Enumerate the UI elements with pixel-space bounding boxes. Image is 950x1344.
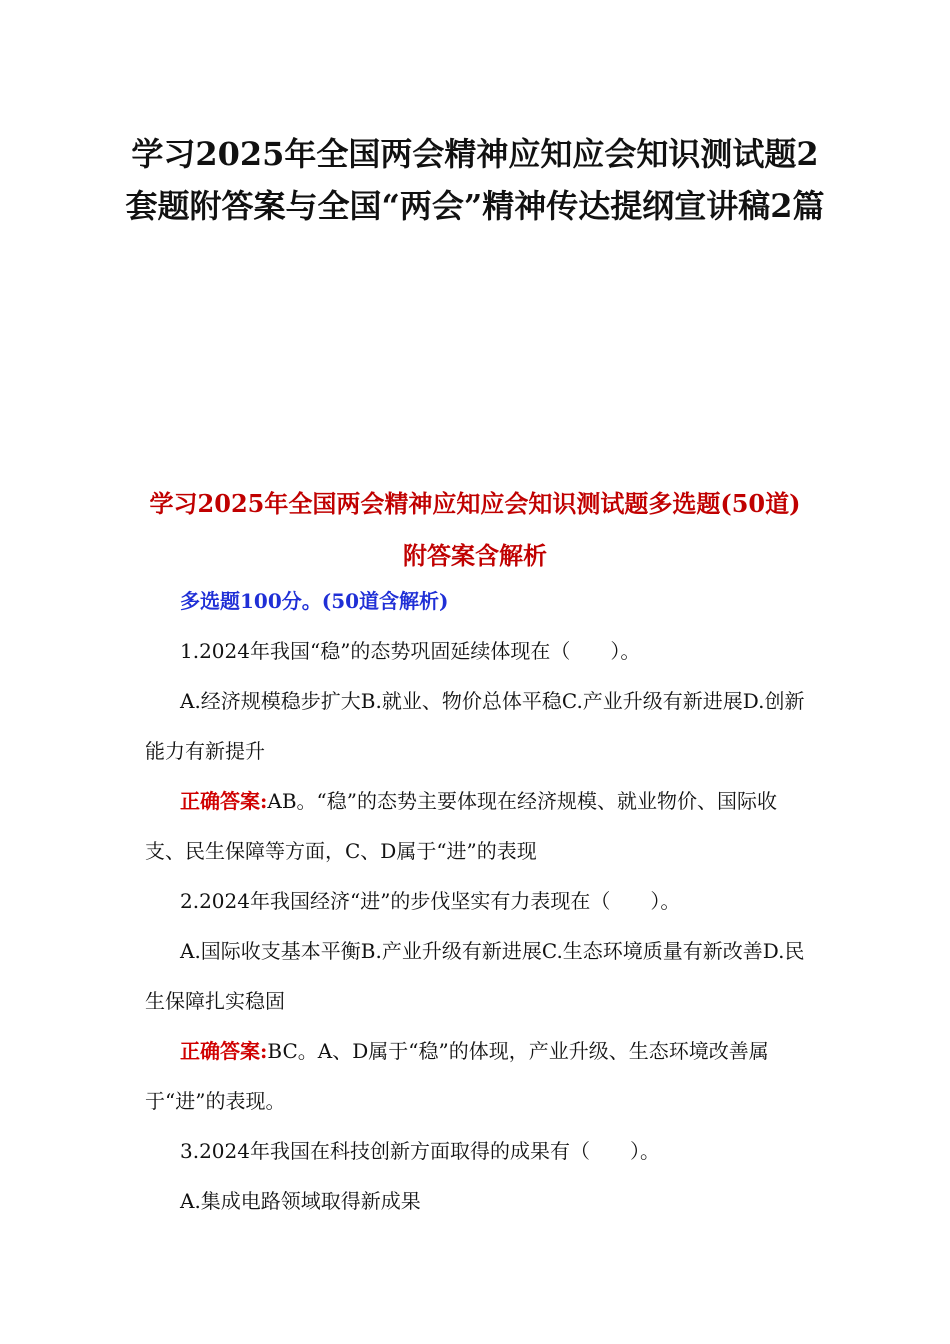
question-2-options: A.国际收支基本平衡B.产业升级有新进展C.生态环境质量有新改善D.民生保障扎实稳固: [145, 939, 805, 1013]
answer-label: 正确答案:: [180, 789, 268, 813]
document-body: [145, 576, 810, 1226]
section-subtitle: 多选题100分。(50道含解析): [180, 589, 449, 613]
question-2-answer: [145, 1026, 810, 1126]
document-title: 学习2025年全国两会精神应知应会知识测试题2套题附答案与全国“两会”精神传达提纲宣讲稿2篇: [125, 135, 825, 225]
answer-label: 正确答案:: [180, 1039, 268, 1063]
question-3-stem: 3.2024年我国在科技创新方面取得的成果有（ ）。: [180, 1139, 660, 1163]
question-2-stem: 2.2024年我国经济“进”的步伐坚实有力表现在（ ）。: [180, 889, 681, 913]
question-1-stem: 1.2024年我国“稳”的态势巩固延续体现在（ ）。: [180, 639, 641, 663]
answer-explanation: AB。“稳”的态势主要体现在经济规模、就业物价、国际收支、民生保障等方面，C、D属于“进”的表现: [145, 789, 777, 863]
question-3-options: A.集成电路领域取得新成果: [180, 1189, 421, 1213]
question-1-options: A.经济规模稳步扩大B.就业、物价总体平稳C.产业升级有新进展D.创新能力有新提升: [145, 689, 805, 763]
answer-explanation: BC。A、D属于“稳”的体现，产业升级、生态环境改善属于“进”的表现。: [145, 1039, 769, 1113]
question-1-answer: [145, 776, 810, 876]
section-title: 学习2025年全国两会精神应知应会知识测试题多选题(50道)附答案含解析: [149, 489, 801, 570]
